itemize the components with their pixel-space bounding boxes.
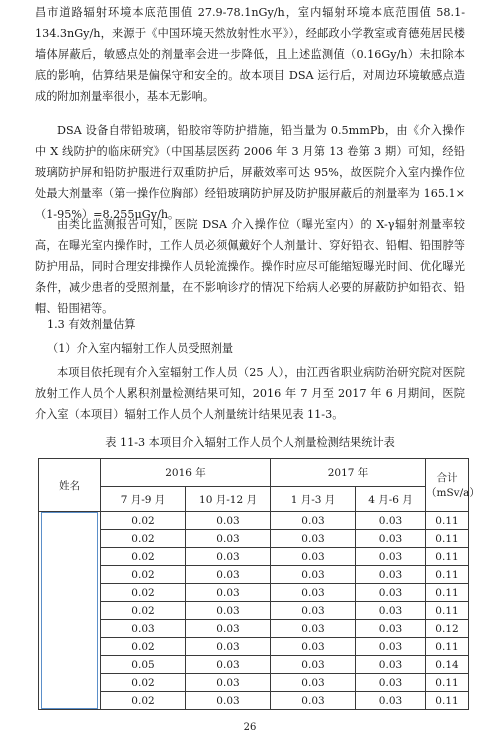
header-period: 1 月-3 月: [271, 487, 356, 512]
dose-cell: 0.03: [356, 566, 426, 584]
dose-cell: 0.03: [271, 692, 356, 710]
subsection-heading: （1）介入室内辐射工作人员受照剂量: [47, 342, 234, 355]
dose-table: [38, 458, 480, 710]
dose-cell: 0.02: [101, 638, 186, 656]
header-period: 10 月-12 月: [186, 487, 271, 512]
dose-cell: 0.03: [356, 620, 426, 638]
total-cell: 0.11: [426, 530, 469, 548]
table-row: [39, 692, 469, 710]
dose-cell: 0.03: [186, 656, 271, 674]
dose-cell: 0.03: [186, 530, 271, 548]
paragraph-background-radiation: [35, 2, 465, 107]
redaction-box: [41, 512, 98, 709]
header-period: 4 月-6 月: [356, 487, 426, 512]
table-row: [39, 638, 469, 656]
dose-cell: 0.03: [271, 656, 356, 674]
table-row: [39, 566, 469, 584]
paragraph-text: 昌市道路辐射环境本底范围值 27.9-78.1nGy/h，室内辐射环境本底范围值 58.1-134.3nGy/h，来源于《中国环境天然放射性水平》），经邮政小学教室或育德苑居民楼墙体屏蔽后，敏感点处的剂量率会进一步降低，且上述监测值（0.16Gy/h）未扣除本底的影响，估算结果是偏保守和安全的。故本项目 DSA 运行后，对周边环境敏感点造成的附加剂量率很小，基本无影响。: [35, 6, 465, 103]
table-body: [39, 512, 469, 710]
header-total-unit: （mSv/a）: [426, 487, 480, 499]
dose-cell: 0.03: [356, 512, 426, 530]
dose-cell: 0.02: [101, 584, 186, 602]
dose-cell: 0.03: [271, 638, 356, 656]
paragraph-operation-guidance: [35, 214, 465, 319]
dose-cell: 0.03: [186, 692, 271, 710]
paragraph-text: DSA 设备自带铅玻璃，铅胶帘等防护措施，铅当量为 0.5mmPb，由《介入操作中 X 线防护的临床研究》（中国基层医药 2006 年 3 月第 13 卷第 3 期）可知，经铅玻璃防护屏和铅防护服进行双重防护后，屏蔽效率可达 95%，故医院介入室内操作位处最大剂量率（第一操作位胸部）经铅玻璃防护屏及防护服屏蔽后的剂量率为 165.1×（1-95%）=8.255μGy/h。: [35, 124, 465, 221]
dose-cell: 0.03: [356, 638, 426, 656]
total-cell: 0.11: [426, 674, 469, 692]
table-caption: 表 11-3 本项目介入辐射工作人员个人剂量检测结果统计表: [105, 436, 395, 449]
header-period: 7 月-9 月: [101, 487, 186, 512]
section-heading: 1.3 有效剂量估算: [47, 318, 136, 331]
table-row: [39, 512, 469, 530]
dose-cell: 0.03: [356, 602, 426, 620]
dose-cell: 0.03: [356, 548, 426, 566]
total-cell: 0.14: [426, 656, 469, 674]
table-row: [39, 674, 469, 692]
dose-cell: 0.03: [186, 620, 271, 638]
total-cell: 0.11: [426, 638, 469, 656]
header-total-label: 合计: [436, 472, 458, 484]
page-number: 26: [243, 722, 257, 733]
dose-cell: 0.05: [101, 656, 186, 674]
total-cell: 0.11: [426, 692, 469, 710]
dose-cell: 0.03: [271, 674, 356, 692]
dose-cell: 0.03: [271, 584, 356, 602]
dose-cell: 0.03: [356, 584, 426, 602]
dose-cell: 0.03: [356, 656, 426, 674]
total-cell: 0.12: [426, 620, 469, 638]
dose-cell: 0.03: [271, 620, 356, 638]
total-cell: 0.11: [426, 584, 469, 602]
dose-cell: 0.03: [186, 638, 271, 656]
dose-cell: 0.03: [101, 620, 186, 638]
dose-cell: 0.02: [101, 602, 186, 620]
table-row: [39, 656, 469, 674]
header-total: [426, 459, 480, 512]
name-column-redacted: [39, 512, 101, 710]
dose-cell: 0.03: [271, 548, 356, 566]
dose-cell: 0.02: [101, 674, 186, 692]
header-year-2016: 2016 年: [101, 459, 271, 487]
table-row: [39, 548, 469, 566]
dose-cell: 0.03: [271, 512, 356, 530]
dose-cell: 0.03: [186, 602, 271, 620]
total-cell: 0.11: [426, 566, 469, 584]
dose-cell: 0.02: [101, 548, 186, 566]
table-row: [39, 530, 469, 548]
dose-cell: 0.02: [101, 692, 186, 710]
paragraph-staff-dose: [35, 362, 465, 425]
paragraph-text: 由类比监测报告可知，医院 DSA 介入操作位（曝光室内）的 X-γ辐射剂量率较高，在曝光室内操作时，工作人员必须佩戴好个人剂量计、穿好铅衣、铅帽、铅围脖等防护用品，同时合理安排操作人员轮流操作。操作时应尽可能缩短曝光时间、优化曝光条件，减少患者的受照剂量，在不影响诊疗的情况下给病人必要的屏蔽防护如铅衣、铅帽、铅围裙等。: [35, 218, 465, 315]
header-name: 姓名: [39, 459, 101, 512]
paragraph-dsa-shielding: [35, 120, 465, 225]
dose-cell: 0.02: [101, 530, 186, 548]
dose-cell: 0.03: [356, 530, 426, 548]
dose-cell: 0.03: [271, 566, 356, 584]
total-cell: 0.11: [426, 602, 469, 620]
dose-cell: 0.03: [356, 692, 426, 710]
table-row: [39, 602, 469, 620]
header-year-2017: 2017 年: [271, 459, 426, 487]
dose-cell: 0.03: [186, 584, 271, 602]
dose-cell: 0.02: [101, 566, 186, 584]
dose-cell: 0.03: [356, 674, 426, 692]
dose-cell: 0.03: [271, 602, 356, 620]
dose-cell: 0.03: [186, 674, 271, 692]
dose-cell: 0.02: [101, 512, 186, 530]
paragraph-text: 本项目依托现有介入室辐射工作人员（25 人），由江西省职业病防治研究院对医院放射工作人员个人累积剂量检测结果可知，2016 年 7 月至 2017 年 6 月期间，医院介入室（本项目）辐射工作人员个人剂量统计结果见表 11-3。: [35, 366, 465, 421]
dose-cell: 0.03: [186, 566, 271, 584]
dose-cell: 0.03: [186, 512, 271, 530]
table-row: [39, 620, 469, 638]
table-row: [39, 584, 469, 602]
total-cell: 0.11: [426, 548, 469, 566]
dose-cell: 0.03: [186, 548, 271, 566]
dose-cell: 0.03: [271, 530, 356, 548]
total-cell: 0.11: [426, 512, 469, 530]
